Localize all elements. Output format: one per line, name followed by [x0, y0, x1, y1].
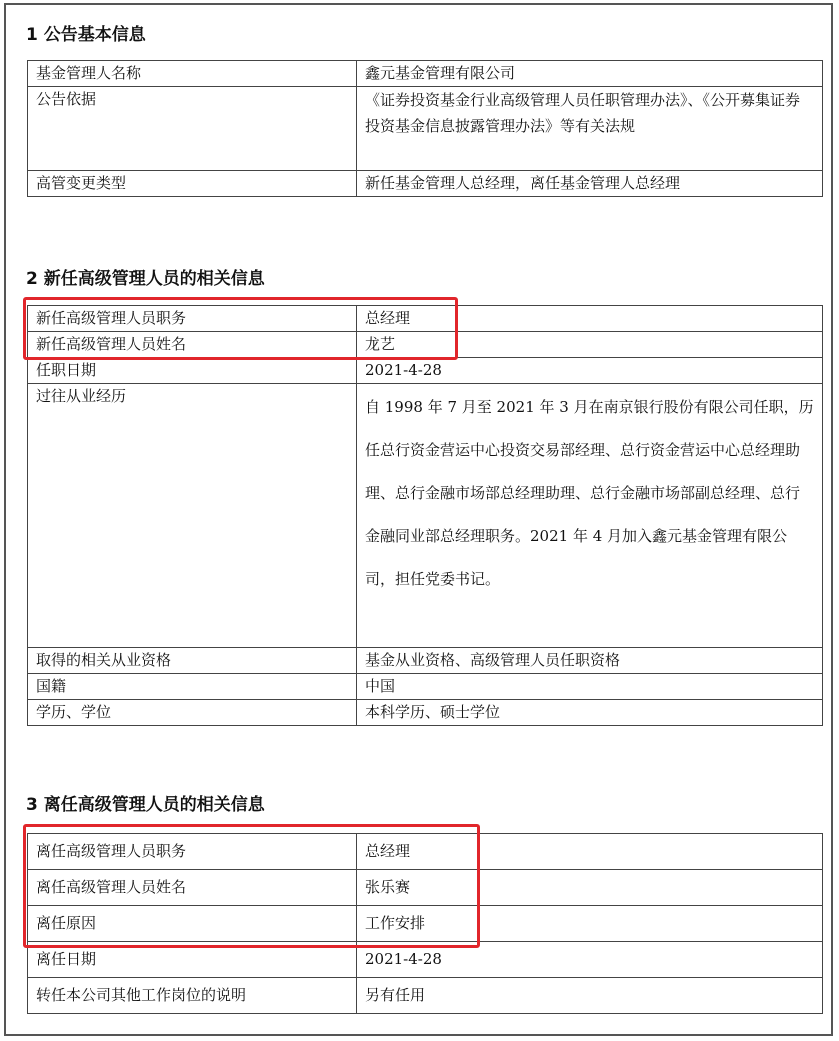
row-label: 任职日期 — [28, 358, 357, 384]
basic-info-table — [27, 60, 823, 197]
row-label: 离任高级管理人员姓名 — [28, 870, 357, 906]
row-label: 新任高级管理人员姓名 — [28, 332, 357, 358]
row-value: 鑫元基金管理有限公司 — [357, 61, 823, 87]
row-value: 2021-4-28 — [357, 942, 823, 978]
table-row — [28, 61, 823, 87]
table-row — [28, 648, 823, 674]
row-label: 离任日期 — [28, 942, 357, 978]
row-value: 自 1998 年 7 月至 2021 年 3 月在南京银行股份有限公司任职，历任总行资金营运中心投资交易部经理、总行资金营运中心总经理助理、总行金融市场部总经理助理、总行金融市场部副总经理、总行金融同业部总经理职务。2021 年 4 月加入鑫元基金管理有限公司，担任党委书记。 — [357, 384, 823, 648]
row-value: 《证券投资基金行业高级管理人员任职管理办法》、《公开募集证券投资基金信息披露管理办法》等有关法规 — [357, 87, 823, 171]
row-label: 离任原因 — [28, 906, 357, 942]
section-2-heading: 2 新任高级管理人员的相关信息 — [26, 269, 265, 289]
row-value: 中国 — [357, 674, 823, 700]
row-value: 工作安排 — [357, 906, 823, 942]
row-value: 另有任用 — [357, 978, 823, 1014]
table-row — [28, 358, 823, 384]
row-value: 总经理 — [357, 834, 823, 870]
table-row — [28, 87, 823, 171]
highlight-box-departing-executive — [23, 824, 480, 948]
row-label: 公告依据 — [28, 87, 357, 171]
table-row — [28, 674, 823, 700]
row-label: 学历、学位 — [28, 700, 357, 726]
highlight-box-new-executive — [23, 297, 458, 360]
table-row — [28, 700, 823, 726]
row-value: 张乐赛 — [357, 870, 823, 906]
section-3-heading: 3 离任高级管理人员的相关信息 — [26, 795, 265, 815]
row-label: 新任高级管理人员职务 — [28, 306, 357, 332]
row-value: 总经理 — [357, 306, 823, 332]
table-row — [28, 384, 823, 648]
new-executive-table — [27, 305, 823, 726]
row-label: 国籍 — [28, 674, 357, 700]
table-row — [28, 171, 823, 197]
section-1-heading: 1 公告基本信息 — [26, 25, 146, 45]
row-label: 离任高级管理人员职务 — [28, 834, 357, 870]
row-value: 2021-4-28 — [357, 358, 823, 384]
row-value: 龙艺 — [357, 332, 823, 358]
row-label: 高管变更类型 — [28, 171, 357, 197]
row-label: 基金管理人名称 — [28, 61, 357, 87]
row-value: 本科学历、硕士学位 — [357, 700, 823, 726]
table-row — [28, 978, 823, 1014]
row-value: 新任基金管理人总经理，离任基金管理人总经理 — [357, 171, 823, 197]
row-label: 转任本公司其他工作岗位的说明 — [28, 978, 357, 1014]
row-value: 基金从业资格、高级管理人员任职资格 — [357, 648, 823, 674]
row-label: 过往从业经历 — [28, 384, 357, 648]
row-label: 取得的相关从业资格 — [28, 648, 357, 674]
